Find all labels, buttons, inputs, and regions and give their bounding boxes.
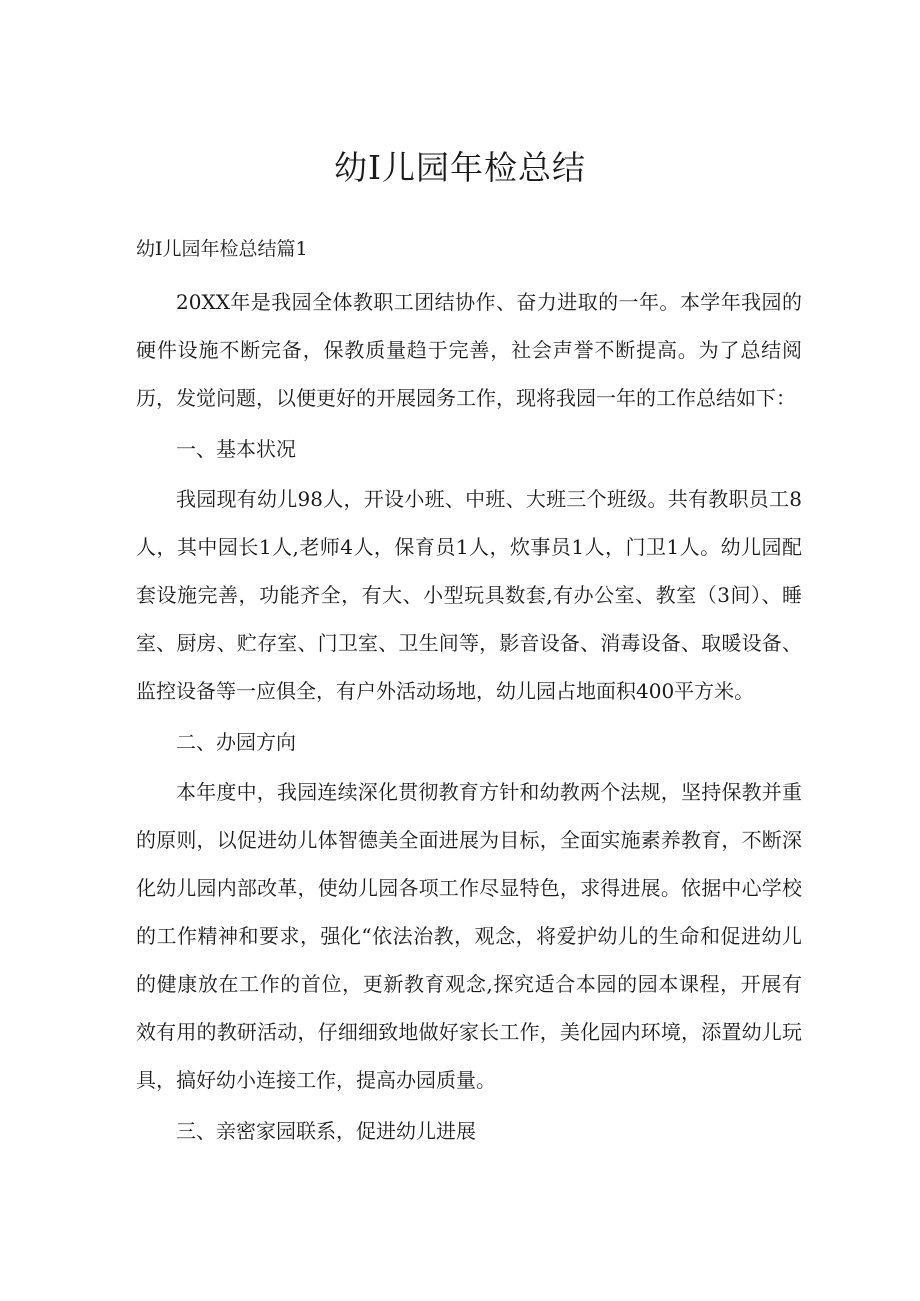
document-subtitle: 幼I儿园年检总结篇1	[136, 238, 308, 260]
document-body	[136, 278, 802, 1157]
section-heading-family-link: 三、亲密家园联系，促进幼儿进展	[176, 1118, 476, 1143]
direction-paragraph: 本年度中，我园连续深化贯彻教育方针和幼教两个法规，坚持保教并重的原则，以促进幼儿体智德美全面进展为目标，全面实施素养教育，不断深化幼儿园内部改革，使幼儿园各项工作尽显特色，求得进展。依据中心学校的工作精神和要求，强化“依法治教，观念，将爱护幼儿的生命和促进幼儿的健康放在工作的首位，更新教育观念,探究适合本园的园本课程，开展有效有用的教研活动，仔细细致地做好家长工作，美化园内环境，添置幼儿玩具，搞好幼小连接工作，提高办园质量。	[136, 780, 802, 1092]
section-heading-basic-status: 一、基本状况	[176, 436, 296, 461]
section-heading-direction: 二、办园方向	[176, 729, 296, 754]
basic-status-paragraph: 我园现有幼儿98人，开设小班、中班、大班三个班级。共有教职员工8人，其中园长1人,老师4人，保育员1人，炊事员1人，门卫1人。幼儿园配套设施完善，功能齐全，有大、小型玩具数套,有办公室、教室（3间）、睡室、厨房、贮存室、门卫室、卫生间等，影音设备、消毒设备、取暖设备、监控设备等一应俱全，有户外活动场地，幼儿园占地面积400平方米。	[136, 487, 802, 703]
document-title: 幼I儿园年检总结	[333, 148, 587, 187]
intro-paragraph: 20XX年是我园全体教职工团结协作、奋力进取的一年。本学年我园的硬件设施不断完备，保教质量趋于完善，社会声誉不断提高。为了总结阅历，发觉问题，以便更好的开展园务工作，现将我园一年的工作总结如下：	[136, 290, 802, 410]
